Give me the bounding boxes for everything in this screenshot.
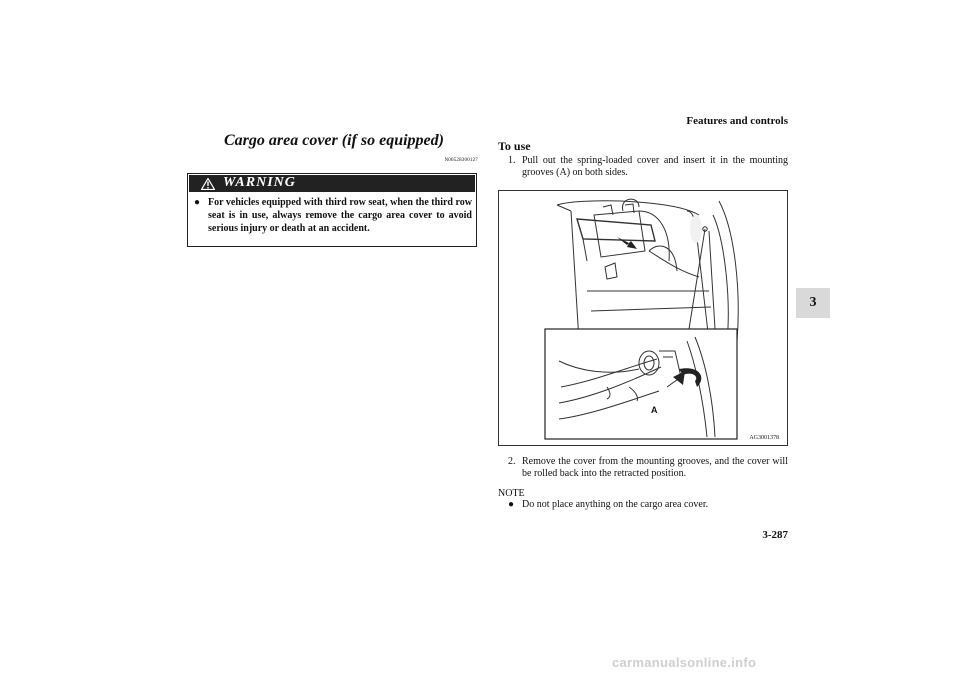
warning-box (187, 173, 477, 247)
running-header: Features and controls (686, 115, 788, 127)
watermark: carmanualsonline.info (612, 655, 757, 670)
warning-label: WARNING (223, 175, 296, 190)
cargo-area-drawing (499, 191, 788, 446)
step-2-number: 2. (508, 456, 516, 467)
note-bullet: ● (508, 499, 515, 510)
note-item (508, 499, 788, 510)
to-use-heading: To use (498, 139, 531, 153)
note-label: NOTE (498, 488, 525, 499)
step-1-text: Pull out the spring-loaded cover and insert it in the mounting grooves (A) on both sides. (522, 155, 788, 178)
warning-body (194, 196, 472, 235)
warning-text: For vehicles equipped with third row seat, when the third row seat is in use, always remove the cargo area cover to avoid serious injury or death at an accident. (208, 197, 472, 234)
step-1 (508, 155, 788, 179)
warning-triangle-icon (201, 178, 215, 190)
warning-bullet: ● (194, 197, 201, 208)
cargo-cover-illustration (498, 190, 788, 446)
warning-header (189, 175, 475, 192)
section-title: Cargo area cover (if so equipped) (224, 132, 444, 149)
step-1-number: 1. (508, 155, 516, 166)
section-code: N00528300127 (444, 158, 478, 163)
note-text: Do not place anything on the cargo area cover. (522, 499, 709, 510)
groove-callout-label: A (651, 405, 658, 415)
step-2 (508, 456, 788, 480)
step-2-text: Remove the cover from the mounting grooves, and the cover will be rolled back into the retracted position. (522, 456, 788, 479)
page-number: 3-287 (762, 529, 788, 541)
figure-code: AG3001378 (749, 435, 779, 441)
chapter-tab: 3 (796, 288, 830, 318)
